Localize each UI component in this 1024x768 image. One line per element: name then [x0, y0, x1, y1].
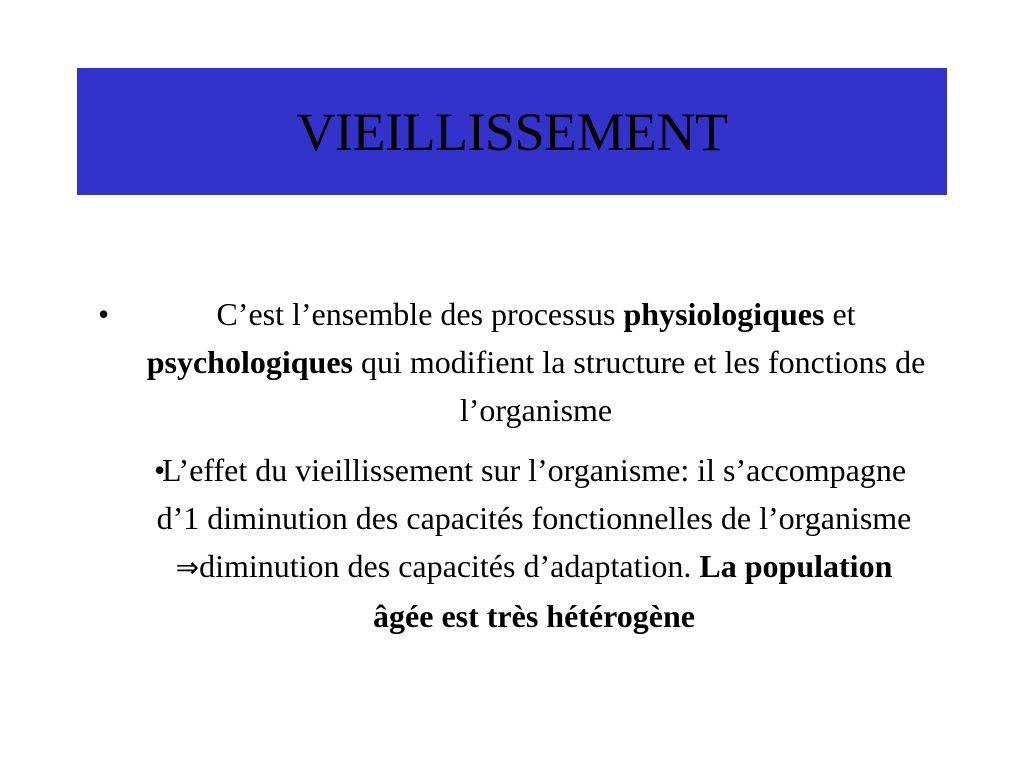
bullet-item-1 [90, 290, 940, 434]
slide-title: VIEILLISSEMENT [296, 101, 728, 162]
bullet-2-text-part2: diminution des capacités d’adaptation. [199, 548, 700, 584]
bullet-2-bold-conclusion: La population âgée est très hétérogène [373, 548, 893, 634]
bullet-1-bold-physiologiques: physiologiques [623, 296, 825, 332]
bullet-1-text-part1: C’est l’ensemble des processus [216, 296, 624, 332]
bullet-2-text-part1: L’effet du vieillissement sur l’organisme: il s’accompagne d’1 diminution des capacités fonctionnelles de l’organisme [156, 452, 912, 536]
bullet-marker-2: • [154, 452, 166, 488]
slide-body [90, 290, 940, 640]
bullet-1-text-part3: qui modifient la structure et les fonctions de l’organisme [352, 344, 926, 428]
implies-arrow-icon: ⇒ [175, 551, 200, 584]
title-bar [77, 68, 947, 195]
bullet-item-2 [90, 446, 940, 640]
bullet-1-bold-psychologiques: psychologiques [146, 344, 353, 380]
bullet-1-text-part2: et [824, 296, 856, 332]
bullet-marker-1: • [98, 296, 110, 332]
